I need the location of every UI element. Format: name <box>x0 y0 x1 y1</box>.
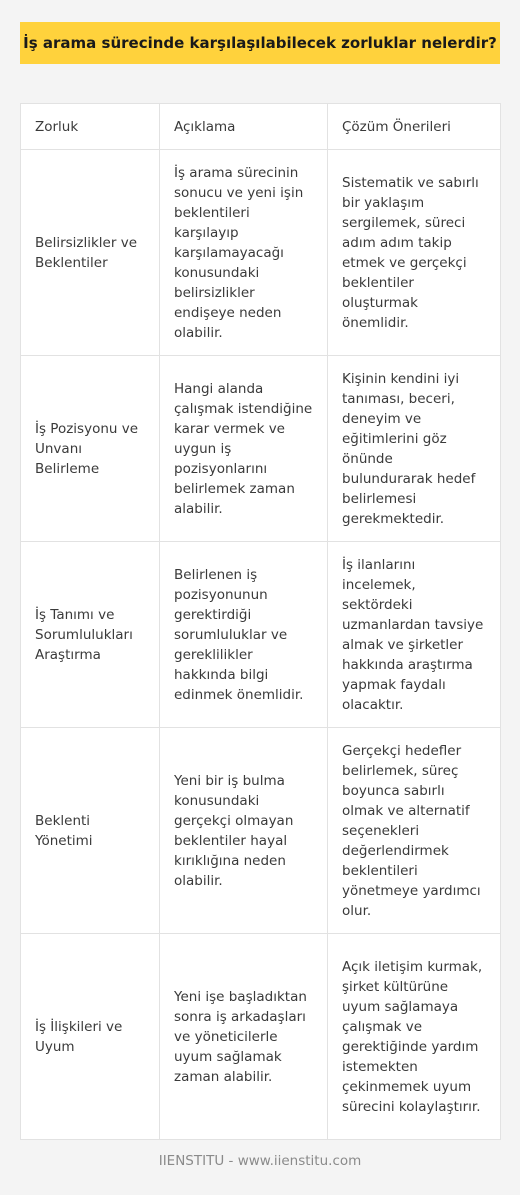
table-row <box>21 356 501 542</box>
page-title: İş arama sürecinde karşılaşılabilecek zorluklar nelerdir? <box>20 22 500 64</box>
challenges-table <box>20 103 501 1140</box>
footer-credit: IIENSTITU - www.iienstitu.com <box>158 1153 362 1169</box>
description-cell: Hangi alanda çalışmak istendiğine karar vermek ve uygun iş pozisyonlarını belirlemek zaman alabilir. <box>160 356 328 542</box>
solution-cell: Sistematik ve sabırlı bir yaklaşım sergilemek, süreci adım adım takip etmek ve gerçekçi beklentiler oluşturmak önemlidir. <box>328 150 501 356</box>
table-row <box>21 934 501 1140</box>
description-cell: Yeni işe başladıktan sonra iş arkadaşları ve yöneticilerle uyum sağlamak zaman alabilir. <box>160 934 328 1140</box>
challenge-cell: İş Pozisyonu ve Unvanı Belirleme <box>21 356 160 542</box>
description-cell: İş arama sürecinin sonucu ve yeni işin beklentileri karşılayıp karşılamayacağı konusundaki belirsizlikler endişeye neden olabilir. <box>160 150 328 356</box>
table-row <box>21 150 501 356</box>
challenge-cell: İş İlişkileri ve Uyum <box>21 934 160 1140</box>
challenge-cell: Belirsizlikler ve Beklentiler <box>21 150 160 356</box>
column-header-description: Açıklama <box>160 104 328 150</box>
solution-cell: Gerçekçi hedefler belirlemek, süreç boyunca sabırlı olmak ve alternatif seçenekleri değerlendirmek beklentileri yönetmeye yardımcı olur. <box>328 728 501 934</box>
challenge-cell: İş Tanımı ve Sorumlulukları Araştırma <box>21 542 160 728</box>
solution-cell: İş ilanlarını incelemek, sektördeki uzmanlardan tavsiye almak ve şirketler hakkında araştırma yapmak faydalı olacaktır. <box>328 542 501 728</box>
challenge-cell: Beklenti Yönetimi <box>21 728 160 934</box>
solution-cell: Kişinin kendini iyi tanıması, beceri, deneyim ve eğitimlerini göz önünde bulundurarak hedef belirlemesi gerekmektedir. <box>328 356 501 542</box>
description-cell: Belirlenen iş pozisyonunun gerektirdiği sorumluluklar ve gereklilikler hakkında bilgi edinmek önemlidir. <box>160 542 328 728</box>
solution-cell: Açık iletişim kurmak, şirket kültürüne uyum sağlamaya çalışmak ve gerektiğinde yardım istemekten çekinmemek uyum sürecini kolaylaştırır. <box>328 934 501 1140</box>
description-cell: Yeni bir iş bulma konusundaki gerçekçi olmayan beklentiler hayal kırıklığına neden olabilir. <box>160 728 328 934</box>
column-header-challenge: Zorluk <box>21 104 160 150</box>
table-row <box>21 542 501 728</box>
column-header-solution: Çözüm Önerileri <box>328 104 501 150</box>
table-header-row <box>21 104 501 150</box>
table-row <box>21 728 501 934</box>
